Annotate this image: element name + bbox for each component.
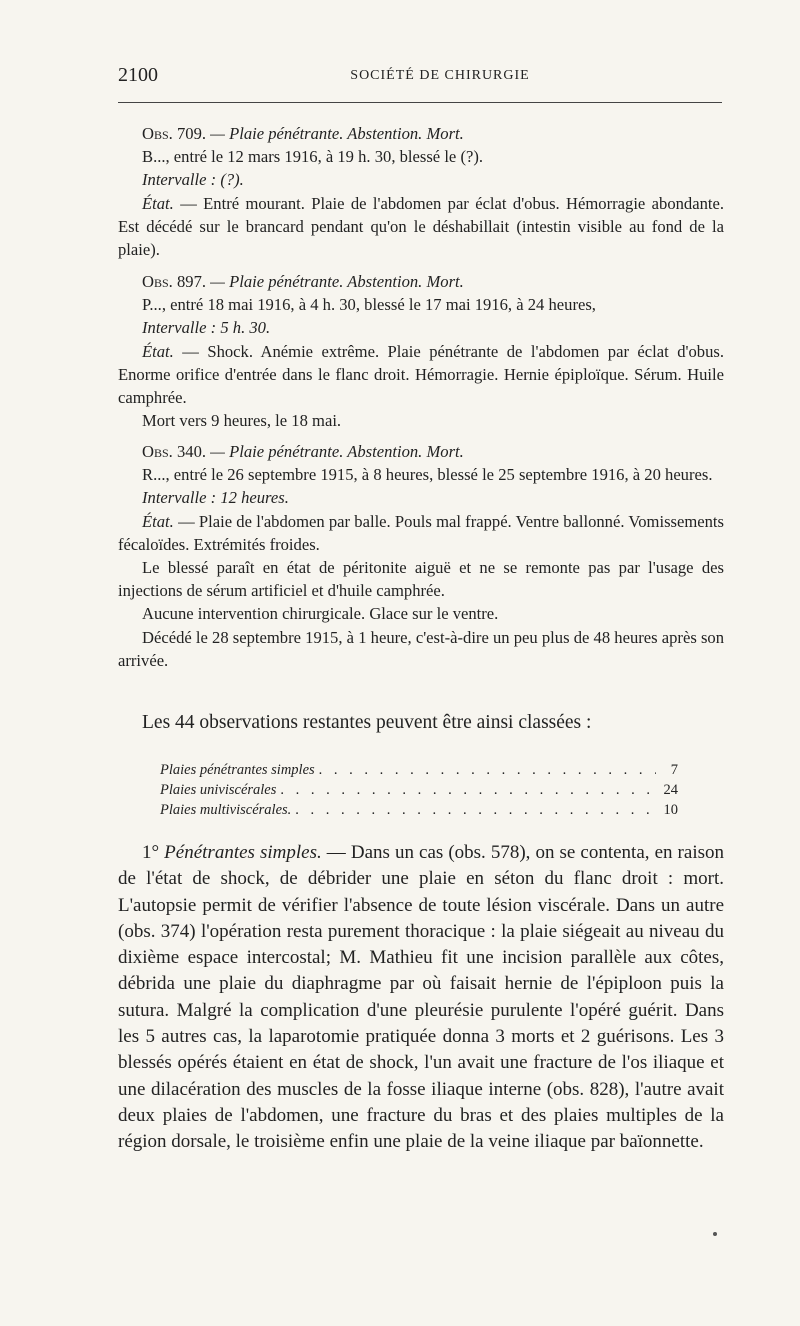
obs-heading	[118, 440, 724, 463]
obs-line: P..., entré 18 mai 1916, à 4 h. 30, blessé le 17 mai 1916, à 24 heures,	[142, 295, 596, 315]
classification-count: 24	[663, 782, 678, 798]
dot-leader	[280, 780, 656, 800]
etat-text: — Entré mourant. Plaie de l'abdomen par éclat d'obus. Hémorragie abondante. Est décédé sur le brancard pendant qu'on le déshabillait (intestin visible au fond de la plaie).	[118, 193, 724, 260]
section-penetrantes-simples	[118, 840, 724, 1156]
observation-340	[118, 440, 724, 672]
summary-heading: Les 44 observations restantes peuvent être ainsi classées :	[142, 712, 592, 733]
obs-etat	[118, 192, 724, 262]
obs-title: — Plaie pénétrante. Abstention. Mort.	[210, 442, 464, 461]
obs-final: Mort vers 9 heures, le 18 mai.	[142, 411, 342, 431]
obs-label: Obs.	[142, 272, 173, 291]
obs-title: — Plaie pénétrante. Abstention. Mort.	[210, 124, 464, 143]
obs-heading	[118, 122, 724, 145]
etat-label: État.	[142, 341, 174, 361]
obs-etat	[118, 340, 724, 410]
etat-text: — Plaie de l'abdomen par balle. Pouls mal frappé. Ventre ballonné. Vomissements fécaloïdes. Extrémités froides.	[118, 511, 724, 554]
dot-leader	[295, 800, 656, 820]
classification-row	[160, 800, 678, 820]
observation-897	[118, 270, 724, 432]
obs-paragraph: Décédé le 28 septembre 1915, à 1 heure, c'est-à-dire un peu plus de 48 heures après son arrivée.	[118, 627, 724, 670]
obs-title: — Plaie pénétrante. Abstention. Mort.	[210, 272, 464, 291]
classification-row	[160, 780, 678, 800]
section-number: 1°	[142, 842, 160, 863]
header-rule	[118, 102, 722, 103]
obs-label: Obs.	[142, 442, 173, 461]
running-head: SOCIÉTÉ DE CHIRURGIE	[350, 68, 530, 83]
classification-label: Plaies pénétrantes simples	[160, 762, 315, 778]
obs-number: 340.	[176, 442, 207, 461]
etat-text: — Shock. Anémie extrême. Plaie pénétrante de l'abdomen par éclat d'obus. Enorme orifice d'entrée dans le flanc droit. Hémorragie. Hernie épiploïque. Sérum. Huile camphrée.	[118, 341, 724, 408]
obs-paragraph: Le blessé paraît en état de péritonite aiguë et ne se remonte pas par l'usage des injections de sérum artificiel et d'huile camphrée.	[118, 558, 724, 601]
obs-etat	[118, 510, 724, 556]
obs-line: R..., entré le 26 septembre 1915, à 8 heures, blessé le 25 septembre 1916, à 20 heures.	[142, 465, 713, 485]
page-header	[118, 62, 722, 92]
section-title: Pénétrantes simples.	[164, 842, 322, 863]
observation-709	[118, 122, 724, 261]
classification-row	[160, 760, 678, 780]
section-paragraph	[118, 840, 724, 1156]
etat-label: État.	[142, 193, 174, 213]
obs-number: 709.	[176, 124, 207, 143]
classification-count: 10	[663, 802, 678, 818]
obs-line: B..., entré le 12 mars 1916, à 19 h. 30, blessé le (?).	[142, 147, 484, 167]
obs-intervalle: Intervalle : 5 h. 30.	[142, 318, 271, 338]
obs-intervalle: Intervalle : 12 heures.	[142, 488, 289, 508]
obs-label: Obs.	[142, 124, 173, 143]
obs-number: 897.	[176, 272, 207, 291]
section-text: — Dans un cas (obs. 578), on se contenta, en raison de l'état de shock, de débrider une plaie en séton du flanc droit : mort. L'autopsie permit de vérifier l'absence de toute lésion viscérale. Dans un autre (obs. 374) l'opération resta purement thoracique : la plaie siégeait au niveau du dixième espace intercostal; M. Mathieu fit une incision parallèle aux côtes, débrida une plaie du diaphragme par où faisait hernie de l'épiploon puis la sutura. Malgré la complication d'une pleurésie purulente l'opéré guérit. Dans les 5 autres cas, la laparotomie pratiquée donna 3 morts et 2 guérisons. Les 3 blessés opérés étaient en état de shock, l'un avait une fracture de l'os iliaque et une dilacération des muscles de la fosse iliaque interne (obs. 828), l'autre avait deux plaies de l'abdomen, une fracture du bras et des plaies multiples de la région dorsale, le troisième enfin une plaie de la veine iliaque par baïonnette.	[118, 842, 724, 1153]
classification-label: Plaies univiscérales	[160, 782, 277, 798]
dot-leader	[319, 760, 656, 780]
etat-label: État.	[142, 511, 174, 531]
page-number: 2100	[118, 64, 158, 86]
classification-list	[160, 760, 678, 820]
classification-label: Plaies multiviscérales.	[160, 802, 292, 818]
obs-intervalle: Intervalle : (?).	[142, 170, 244, 190]
obs-heading	[118, 270, 724, 293]
obs-paragraph: Aucune intervention chirurgicale. Glace sur le ventre.	[142, 604, 499, 624]
ink-speck	[713, 1232, 717, 1236]
classification-count: 7	[670, 762, 678, 778]
